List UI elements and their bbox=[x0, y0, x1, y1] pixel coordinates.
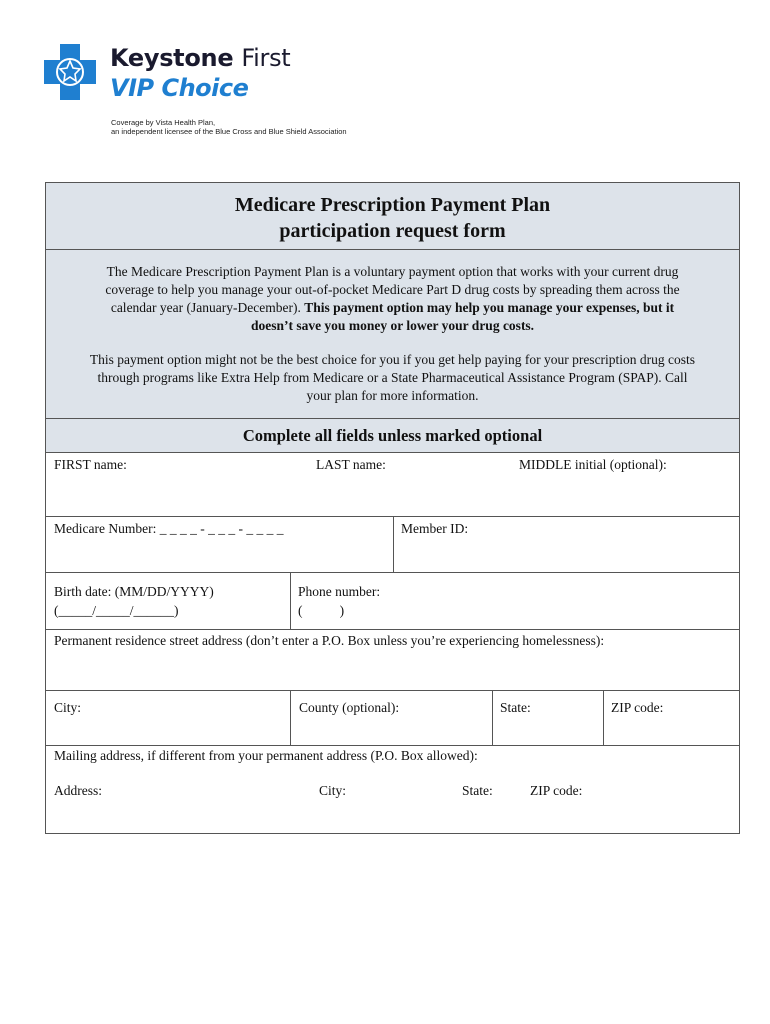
residence-address-field[interactable] bbox=[46, 630, 739, 690]
city-field[interactable] bbox=[46, 691, 290, 745]
birth-date-format: (_____/_____/______) bbox=[54, 603, 179, 618]
brand-logo bbox=[44, 44, 347, 144]
brand-name: Keystone First bbox=[110, 44, 291, 72]
coverage-statement: Coverage by Vista Health Plan, an independent licensee of the Blue Cross and Blue Shield Association bbox=[111, 118, 347, 136]
form-title: Medicare Prescription Payment Plan participation request form bbox=[46, 183, 739, 250]
birth-date-field[interactable] bbox=[46, 573, 290, 629]
birth-date-label: Birth date: (MM/DD/YYYY) bbox=[54, 584, 214, 599]
zip-label: ZIP code: bbox=[611, 700, 664, 715]
medicare-row bbox=[46, 517, 739, 573]
medicare-number-field[interactable] bbox=[46, 517, 393, 572]
name-field-area[interactable] bbox=[46, 453, 739, 516]
phone-number-field[interactable] bbox=[290, 573, 739, 629]
first-name-label: FIRST name: bbox=[54, 457, 127, 472]
intro-paragraph-1: The Medicare Prescription Payment Plan is a voluntary payment option that works with your current drug coverage to help you manage your out-of-pocket Medicare Part D drug costs by spreading them across the calendar year (January-December). This payment option may help you manage your expenses, but it doesn’t save you money or lower your drug costs. bbox=[105, 264, 680, 333]
zip-field[interactable] bbox=[603, 691, 739, 745]
phone-format: ( ) bbox=[298, 603, 345, 618]
residence-address-label: Permanent residence street address (don’t enter a P.O. Box unless you’re experiencing homelessness): bbox=[54, 633, 605, 648]
mail-state-label: State: bbox=[462, 783, 493, 798]
mail-zip-label: ZIP code: bbox=[530, 783, 583, 798]
residence-address-row bbox=[46, 630, 739, 691]
section-heading: Complete all fields unless marked optional bbox=[46, 419, 739, 453]
mailing-address-field[interactable] bbox=[46, 746, 739, 834]
request-form bbox=[45, 182, 740, 834]
mailing-address-row bbox=[46, 746, 739, 834]
birth-phone-row bbox=[46, 573, 739, 630]
member-id-label: Member ID: bbox=[401, 521, 469, 536]
blue-cross-shield-icon bbox=[44, 44, 96, 100]
state-label: State: bbox=[500, 700, 531, 715]
member-id-field[interactable] bbox=[393, 517, 739, 572]
intro-text bbox=[46, 250, 739, 419]
middle-initial-label: MIDDLE initial (optional): bbox=[519, 457, 667, 472]
intro-paragraph-2: This payment option might not be the best choice for you if you get help paying for your prescription drug costs through programs like Extra Help from Medicare or a State Pharmaceutical Assistance Program (SPAP). Call your plan for more information. bbox=[89, 352, 696, 403]
medicare-number-label: Medicare Number: _ _ _ _ - _ _ _ - _ _ _ _ bbox=[54, 521, 284, 536]
mail-city-label: City: bbox=[319, 783, 347, 798]
state-field[interactable] bbox=[492, 691, 603, 745]
name-row bbox=[46, 453, 739, 517]
mailing-address-note: Mailing address, if different from your permanent address (P.O. Box allowed): bbox=[54, 748, 478, 763]
county-label: County (optional): bbox=[299, 700, 400, 715]
county-field[interactable] bbox=[290, 691, 492, 745]
mail-address-label: Address: bbox=[54, 783, 102, 798]
city-row bbox=[46, 691, 739, 746]
brand-plan-name: VIP Choice bbox=[110, 74, 249, 102]
last-name-label: LAST name: bbox=[316, 457, 386, 472]
city-label: City: bbox=[54, 700, 82, 715]
phone-number-label: Phone number: bbox=[298, 584, 381, 599]
